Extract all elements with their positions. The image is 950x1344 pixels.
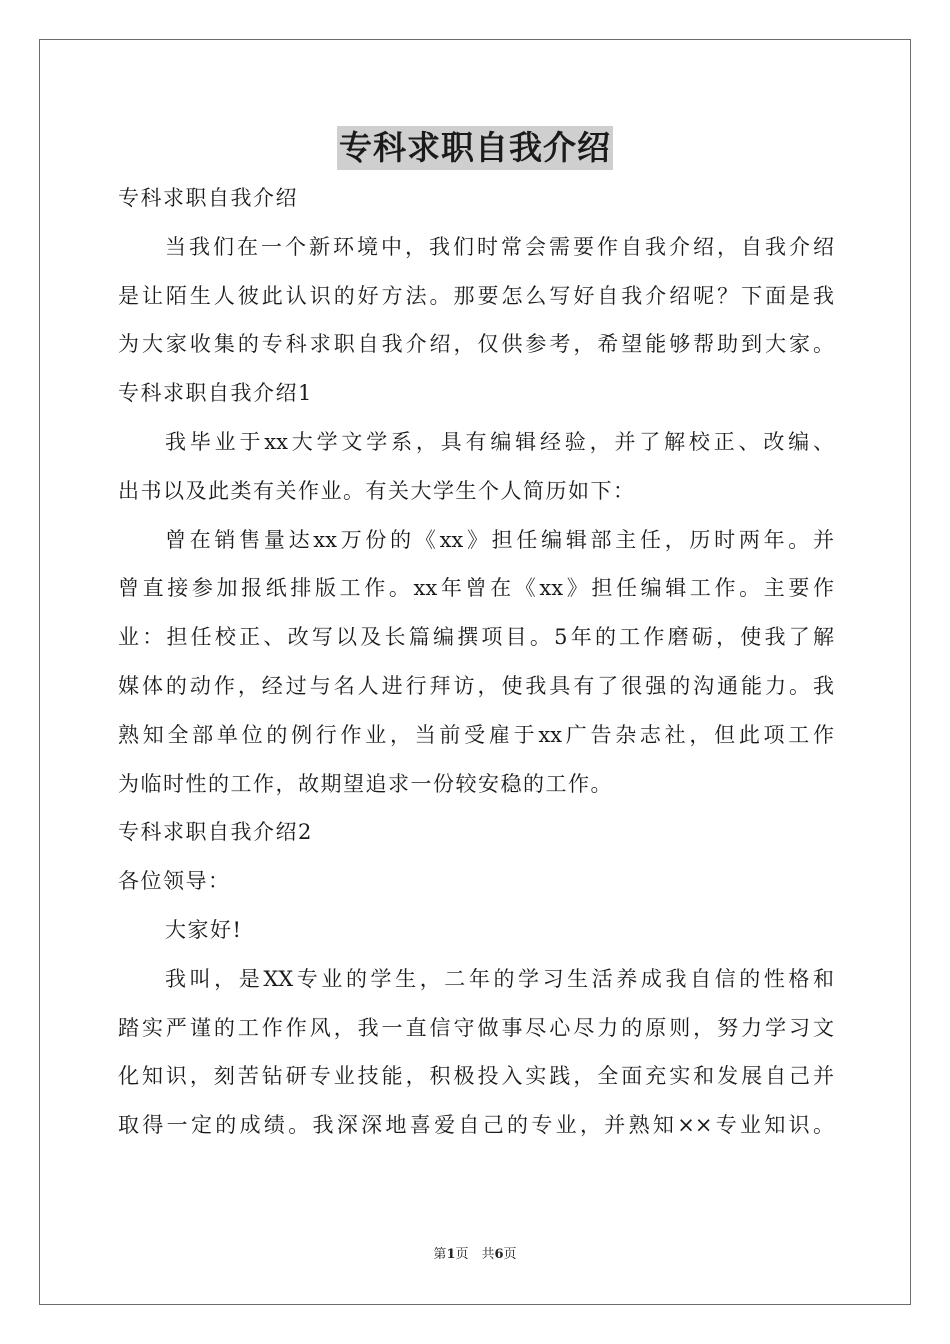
text-line: 踏实严谨的工作作风，我一直信守做事尽心尽力的原则，努力学习文 (118, 1015, 834, 1040)
text-line: 各位领导： (118, 869, 231, 894)
text-line: 大家好! (165, 917, 243, 942)
text-line: 专科求职自我介绍1 (118, 381, 313, 406)
title-block (0, 126, 950, 170)
footer-suffix: 页 (503, 1247, 517, 1262)
text-line: 业：担任校正、改写以及长篇编撰项目。5年的工作磨砺，使我了解 (118, 625, 834, 650)
text-line: 我叫，是XX专业的学生，二年的学习生活养成我自信的性格和 (165, 966, 834, 991)
text-line: 我毕业于xx大学文学系，具有编辑经验，并了解校正、改编、 (165, 429, 834, 454)
text-line: 为大家收集的专科求职自我介绍，仅供参考，希望能够帮助到大家。 (118, 332, 834, 357)
footer-mid: 页 共 (455, 1247, 495, 1262)
document-title: 专科求职自我介绍 (337, 126, 613, 170)
text-line: 是让陌生人彼此认识的好方法。那要怎么写好自我介绍呢？下面是我 (118, 283, 834, 308)
text-line: 出书以及此类有关作业。有关大学生个人简历如下： (118, 478, 636, 503)
document-body (118, 174, 834, 1150)
text-line: 化知识，刻苦钻研专业技能，积极投入实践，全面充实和发展自己并 (118, 1064, 834, 1089)
text-line: 熟知全部单位的例行作业，当前受雇于xx广告杂志社，但此项工作 (118, 722, 834, 747)
text-line: 当我们在一个新环境中，我们时常会需要作自我介绍，自我介绍 (165, 234, 834, 259)
footer-total-pages: 6 (494, 1247, 504, 1262)
footer-current-page: 1 (446, 1247, 456, 1262)
page-footer (0, 1243, 950, 1262)
text-line: 取得一定的成绩。我深深地喜爱自己的专业，并熟知××专业知识。 (118, 1113, 834, 1138)
text-line: 曾直接参加报纸排版工作。xx年曾在《xx》担任编辑工作。主要作 (118, 576, 834, 601)
text-line: 为临时性的工作，故期望追求一份较安稳的工作。 (118, 771, 613, 796)
text-line: 专科求职自我介绍 (118, 186, 298, 210)
footer-prefix: 第 (433, 1247, 447, 1262)
text-line: 媒体的动作，经过与名人进行拜访，使我具有了很强的沟通能力。我 (118, 673, 834, 698)
text-line: 专科求职自我介绍2 (118, 820, 313, 845)
text-line: 曾在销售量达xx万份的《xx》担任编辑部主任，历时两年。并 (165, 527, 834, 552)
